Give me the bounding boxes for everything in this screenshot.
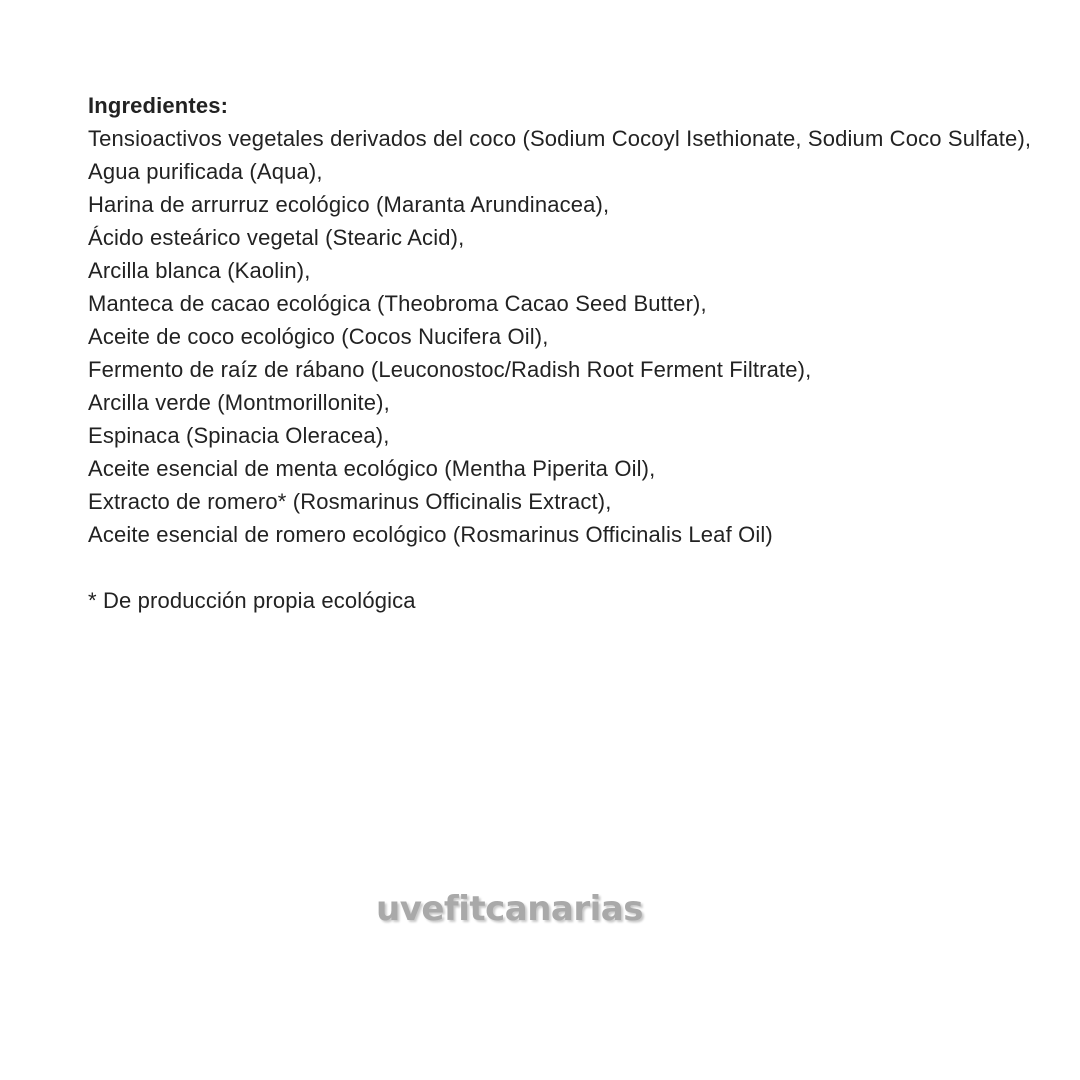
- ingredient-item: Arcilla blanca (Kaolin),: [88, 258, 311, 283]
- ingredient-item: Manteca de cacao ecológica (Theobroma Cacao Seed Butter),: [88, 291, 707, 316]
- ingredient-item: Tensioactivos vegetales derivados del coco (Sodium Cocoyl Isethionate, Sodium Coco Sulfate),: [88, 126, 1032, 151]
- ingredient-item: Espinaca (Spinacia Oleracea),: [88, 423, 390, 448]
- ingredients-heading: Ingredientes:: [88, 93, 229, 118]
- footnote: * De producción propia ecológica: [88, 588, 416, 613]
- paragraph-spacer: [88, 551, 1048, 584]
- ingredient-item: Fermento de raíz de rábano (Leuconostoc/Radish Root Ferment Filtrate),: [88, 357, 812, 382]
- ingredient-item: Agua purificada (Aqua),: [88, 159, 323, 184]
- ingredient-item: Aceite esencial de menta ecológico (Mentha Piperita Oil),: [88, 456, 656, 481]
- ingredients-document: [88, 89, 1048, 617]
- ingredient-item: Aceite de coco ecológico (Cocos Nucifera Oil),: [88, 324, 549, 349]
- ingredient-item: Ácido esteárico vegetal (Stearic Acid),: [88, 225, 465, 250]
- watermark-text: uvefitcanarias: [376, 889, 643, 929]
- ingredient-item: Arcilla verde (Montmorillonite),: [88, 390, 390, 415]
- ingredient-item: Harina de arrurruz ecológico (Maranta Arundinacea),: [88, 192, 610, 217]
- ingredient-item: Extracto de romero* (Rosmarinus Officinalis Extract),: [88, 489, 612, 514]
- ingredient-item: Aceite esencial de romero ecológico (Rosmarinus Officinalis Leaf Oil): [88, 522, 773, 547]
